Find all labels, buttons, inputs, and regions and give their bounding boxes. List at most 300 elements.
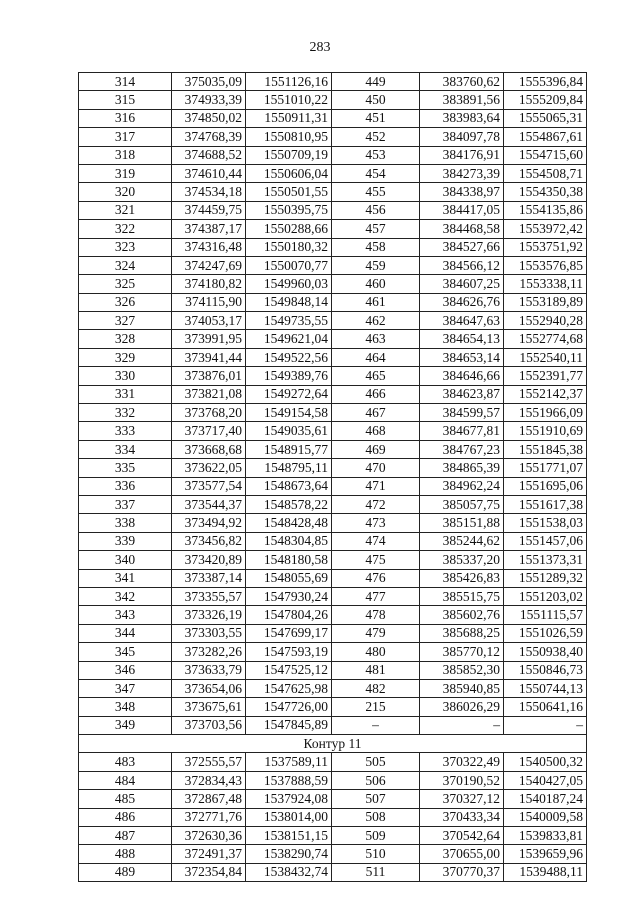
x-coordinate-cell: 385337,20 [420, 551, 504, 569]
table-row [79, 753, 587, 771]
point-number-cell: 463 [332, 330, 420, 348]
y-coordinate-cell: 1551203,02 [504, 587, 587, 605]
point-number-cell: 328 [79, 330, 172, 348]
x-coordinate-cell: 374534,18 [172, 183, 246, 201]
y-coordinate-cell: 1551126,16 [246, 73, 332, 91]
table-row [79, 716, 587, 734]
point-number-cell: 483 [79, 753, 172, 771]
y-coordinate-cell: 1550744,13 [504, 679, 587, 697]
table-row [79, 863, 587, 881]
point-number-cell: 472 [332, 495, 420, 513]
x-coordinate-cell: 373303,55 [172, 624, 246, 642]
x-coordinate-cell: 373456,82 [172, 532, 246, 550]
y-coordinate-cell: 1549735,55 [246, 312, 332, 330]
table-row [79, 201, 587, 219]
x-coordinate-cell: 370655,00 [420, 845, 504, 863]
x-coordinate-cell: 384566,12 [420, 256, 504, 274]
x-coordinate-cell: 385602,76 [420, 606, 504, 624]
y-coordinate-cell: 1548673,64 [246, 477, 332, 495]
y-coordinate-cell: 1547930,24 [246, 587, 332, 605]
x-coordinate-cell: 374768,39 [172, 128, 246, 146]
x-coordinate-cell: 384767,23 [420, 440, 504, 458]
point-number-cell: 450 [332, 91, 420, 109]
x-coordinate-cell: 374387,17 [172, 220, 246, 238]
table-row [79, 495, 587, 513]
table-row [79, 771, 587, 789]
x-coordinate-cell: 373654,06 [172, 679, 246, 697]
point-number-cell: 452 [332, 128, 420, 146]
point-number-cell: 324 [79, 256, 172, 274]
x-coordinate-cell: 370542,64 [420, 827, 504, 845]
point-number-cell: 471 [332, 477, 420, 495]
point-number-cell: 342 [79, 587, 172, 605]
table-row [79, 661, 587, 679]
point-number-cell: 449 [332, 73, 420, 91]
point-number-cell: 470 [332, 459, 420, 477]
y-coordinate-cell: 1548428,48 [246, 514, 332, 532]
y-coordinate-cell: 1550641,16 [504, 698, 587, 716]
y-coordinate-cell: 1551289,32 [504, 569, 587, 587]
y-coordinate-cell: 1550288,66 [246, 220, 332, 238]
y-coordinate-cell: 1550606,04 [246, 164, 332, 182]
point-number-cell: 346 [79, 661, 172, 679]
y-coordinate-cell: 1551771,07 [504, 459, 587, 477]
x-coordinate-cell: 373668,68 [172, 440, 246, 458]
point-number-cell: 460 [332, 275, 420, 293]
x-coordinate-cell: 375035,09 [172, 73, 246, 91]
table-row [79, 643, 587, 661]
y-coordinate-cell: 1553751,92 [504, 238, 587, 256]
x-coordinate-cell: 385057,75 [420, 495, 504, 513]
x-coordinate-cell: 370433,34 [420, 808, 504, 826]
point-number-cell: 466 [332, 385, 420, 403]
x-coordinate-cell: 372491,37 [172, 845, 246, 863]
x-coordinate-cell: 372555,57 [172, 753, 246, 771]
y-coordinate-cell: 1548304,85 [246, 532, 332, 550]
point-number-cell: 338 [79, 514, 172, 532]
point-number-cell: 485 [79, 790, 172, 808]
point-number-cell: 332 [79, 404, 172, 422]
y-coordinate-cell: 1540427,05 [504, 771, 587, 789]
y-coordinate-cell: 1547699,17 [246, 624, 332, 642]
table-row [79, 477, 587, 495]
y-coordinate-cell: 1549960,03 [246, 275, 332, 293]
point-number-cell: 507 [332, 790, 420, 808]
point-number-cell: 478 [332, 606, 420, 624]
y-coordinate-cell: 1549035,61 [246, 422, 332, 440]
y-coordinate-cell: 1553576,85 [504, 256, 587, 274]
table-row [79, 514, 587, 532]
table-row [79, 146, 587, 164]
y-coordinate-cell: 1539488,11 [504, 863, 587, 881]
y-coordinate-cell: 1547593,19 [246, 643, 332, 661]
x-coordinate-cell: – [420, 716, 504, 734]
y-coordinate-cell: 1537924,08 [246, 790, 332, 808]
x-coordinate-cell: 374053,17 [172, 312, 246, 330]
point-number-cell: 508 [332, 808, 420, 826]
table-row [79, 827, 587, 845]
point-number-cell: 315 [79, 91, 172, 109]
point-number-cell: 489 [79, 863, 172, 881]
y-coordinate-cell: 1538151,15 [246, 827, 332, 845]
point-number-cell: 215 [332, 698, 420, 716]
x-coordinate-cell: 373703,56 [172, 716, 246, 734]
x-coordinate-cell: 373622,05 [172, 459, 246, 477]
x-coordinate-cell: 373675,61 [172, 698, 246, 716]
y-coordinate-cell: 1551010,22 [246, 91, 332, 109]
table-row [79, 73, 587, 91]
point-number-cell: 455 [332, 183, 420, 201]
y-coordinate-cell: 1554135,86 [504, 201, 587, 219]
y-coordinate-cell: 1551966,09 [504, 404, 587, 422]
y-coordinate-cell: 1550501,55 [246, 183, 332, 201]
table-row [79, 220, 587, 238]
x-coordinate-cell: 373717,40 [172, 422, 246, 440]
x-coordinate-cell: 372354,84 [172, 863, 246, 881]
point-number-cell: 319 [79, 164, 172, 182]
page-number: 283 [309, 40, 331, 55]
x-coordinate-cell: 374850,02 [172, 109, 246, 127]
table-row [79, 312, 587, 330]
y-coordinate-cell: 1548915,77 [246, 440, 332, 458]
y-coordinate-cell: 1537589,11 [246, 753, 332, 771]
point-number-cell: 482 [332, 679, 420, 697]
y-coordinate-cell: 1547845,89 [246, 716, 332, 734]
point-number-cell: 336 [79, 477, 172, 495]
y-coordinate-cell: 1549272,64 [246, 385, 332, 403]
table-row [79, 587, 587, 605]
table-row [79, 91, 587, 109]
x-coordinate-cell: 374459,75 [172, 201, 246, 219]
point-number-cell: 484 [79, 771, 172, 789]
y-coordinate-cell: 1552142,37 [504, 385, 587, 403]
point-number-cell: 329 [79, 348, 172, 366]
x-coordinate-cell: 385770,12 [420, 643, 504, 661]
point-number-cell: 451 [332, 109, 420, 127]
table-row [79, 845, 587, 863]
table-row [79, 238, 587, 256]
y-coordinate-cell: 1538014,00 [246, 808, 332, 826]
x-coordinate-cell: 384527,66 [420, 238, 504, 256]
point-number-cell: 488 [79, 845, 172, 863]
y-coordinate-cell: 1551617,38 [504, 495, 587, 513]
point-number-cell: 453 [332, 146, 420, 164]
y-coordinate-cell: 1551695,06 [504, 477, 587, 495]
y-coordinate-cell: 1547804,26 [246, 606, 332, 624]
table-row [79, 790, 587, 808]
table-row [79, 679, 587, 697]
point-number-cell: 454 [332, 164, 420, 182]
point-number-cell: 325 [79, 275, 172, 293]
table-row [79, 367, 587, 385]
point-number-cell: 320 [79, 183, 172, 201]
y-coordinate-cell: 1550810,95 [246, 128, 332, 146]
x-coordinate-cell: 373282,26 [172, 643, 246, 661]
table-row [79, 606, 587, 624]
coordinates-table [78, 72, 587, 882]
y-coordinate-cell: 1550846,73 [504, 661, 587, 679]
y-coordinate-cell: 1552774,68 [504, 330, 587, 348]
y-coordinate-cell: 1537888,59 [246, 771, 332, 789]
y-coordinate-cell: 1552391,77 [504, 367, 587, 385]
point-number-cell: 327 [79, 312, 172, 330]
y-coordinate-cell: 1550180,32 [246, 238, 332, 256]
x-coordinate-cell: 370190,52 [420, 771, 504, 789]
table-row [79, 698, 587, 716]
x-coordinate-cell: 384654,13 [420, 330, 504, 348]
point-number-cell: 318 [79, 146, 172, 164]
x-coordinate-cell: 373991,95 [172, 330, 246, 348]
point-number-cell: 323 [79, 238, 172, 256]
point-number-cell: 347 [79, 679, 172, 697]
x-coordinate-cell: 374688,52 [172, 146, 246, 164]
y-coordinate-cell: 1548180,58 [246, 551, 332, 569]
point-number-cell: 487 [79, 827, 172, 845]
point-number-cell: 349 [79, 716, 172, 734]
y-coordinate-cell: 1552940,28 [504, 312, 587, 330]
point-number-cell: 506 [332, 771, 420, 789]
point-number-cell: 475 [332, 551, 420, 569]
y-coordinate-cell: 1550911,31 [246, 109, 332, 127]
x-coordinate-cell: 385244,62 [420, 532, 504, 550]
x-coordinate-cell: 384273,39 [420, 164, 504, 182]
y-coordinate-cell: 1553189,89 [504, 293, 587, 311]
x-coordinate-cell: 372867,48 [172, 790, 246, 808]
x-coordinate-cell: 373326,19 [172, 606, 246, 624]
x-coordinate-cell: 373941,44 [172, 348, 246, 366]
y-coordinate-cell: 1549522,56 [246, 348, 332, 366]
x-coordinate-cell: 384468,58 [420, 220, 504, 238]
point-number-cell: 343 [79, 606, 172, 624]
point-number-cell: 344 [79, 624, 172, 642]
x-coordinate-cell: 373355,57 [172, 587, 246, 605]
y-coordinate-cell: 1549621,04 [246, 330, 332, 348]
y-coordinate-cell: 1547726,00 [246, 698, 332, 716]
x-coordinate-cell: 384338,97 [420, 183, 504, 201]
x-coordinate-cell: 373494,92 [172, 514, 246, 532]
x-coordinate-cell: 384097,78 [420, 128, 504, 146]
point-number-cell: 334 [79, 440, 172, 458]
y-coordinate-cell: 1540500,32 [504, 753, 587, 771]
x-coordinate-cell: 383891,56 [420, 91, 504, 109]
point-number-cell: 510 [332, 845, 420, 863]
x-coordinate-cell: 384176,91 [420, 146, 504, 164]
x-coordinate-cell: 370327,12 [420, 790, 504, 808]
point-number-cell: 462 [332, 312, 420, 330]
x-coordinate-cell: 373768,20 [172, 404, 246, 422]
y-coordinate-cell: 1554508,71 [504, 164, 587, 182]
point-number-cell: 326 [79, 293, 172, 311]
x-coordinate-cell: 372771,76 [172, 808, 246, 826]
y-coordinate-cell: 1551538,03 [504, 514, 587, 532]
table-row [79, 385, 587, 403]
x-coordinate-cell: 374610,44 [172, 164, 246, 182]
table-row [79, 808, 587, 826]
point-number-cell: 486 [79, 808, 172, 826]
table-row [79, 164, 587, 182]
point-number-cell: 341 [79, 569, 172, 587]
point-number-cell: 314 [79, 73, 172, 91]
y-coordinate-cell: 1551457,06 [504, 532, 587, 550]
y-coordinate-cell: 1554715,60 [504, 146, 587, 164]
y-coordinate-cell: 1551845,38 [504, 440, 587, 458]
point-number-cell: 477 [332, 587, 420, 605]
x-coordinate-cell: 373577,54 [172, 477, 246, 495]
x-coordinate-cell: 384647,63 [420, 312, 504, 330]
table-row [79, 330, 587, 348]
table-row [79, 293, 587, 311]
y-coordinate-cell: 1547625,98 [246, 679, 332, 697]
x-coordinate-cell: 383983,64 [420, 109, 504, 127]
x-coordinate-cell: 384417,05 [420, 201, 504, 219]
y-coordinate-cell: 1551910,69 [504, 422, 587, 440]
x-coordinate-cell: 374247,69 [172, 256, 246, 274]
point-number-cell: 457 [332, 220, 420, 238]
y-coordinate-cell: 1555209,84 [504, 91, 587, 109]
table-row [79, 275, 587, 293]
y-coordinate-cell: 1553972,42 [504, 220, 587, 238]
y-coordinate-cell: 1555065,31 [504, 109, 587, 127]
point-number-cell: 473 [332, 514, 420, 532]
point-number-cell: 479 [332, 624, 420, 642]
x-coordinate-cell: 384623,87 [420, 385, 504, 403]
point-number-cell: 345 [79, 643, 172, 661]
x-coordinate-cell: 384646,66 [420, 367, 504, 385]
x-coordinate-cell: 372630,36 [172, 827, 246, 845]
x-coordinate-cell: 385426,83 [420, 569, 504, 587]
point-number-cell: – [332, 716, 420, 734]
table-row [79, 532, 587, 550]
y-coordinate-cell: 1549389,76 [246, 367, 332, 385]
y-coordinate-cell: 1540009,58 [504, 808, 587, 826]
y-coordinate-cell: 1551026,59 [504, 624, 587, 642]
table-row [79, 128, 587, 146]
point-number-cell: 330 [79, 367, 172, 385]
table-row [79, 440, 587, 458]
y-coordinate-cell: 1554867,61 [504, 128, 587, 146]
point-number-cell: 480 [332, 643, 420, 661]
y-coordinate-cell: 1549848,14 [246, 293, 332, 311]
point-number-cell: 464 [332, 348, 420, 366]
x-coordinate-cell: 385151,88 [420, 514, 504, 532]
x-coordinate-cell: 383760,62 [420, 73, 504, 91]
x-coordinate-cell: 374180,82 [172, 275, 246, 293]
x-coordinate-cell: 386026,29 [420, 698, 504, 716]
y-coordinate-cell: 1550709,19 [246, 146, 332, 164]
y-coordinate-cell: 1550395,75 [246, 201, 332, 219]
y-coordinate-cell: 1550938,40 [504, 643, 587, 661]
x-coordinate-cell: 384607,25 [420, 275, 504, 293]
point-number-cell: 511 [332, 863, 420, 881]
section-title: Контур 11 [79, 735, 587, 753]
x-coordinate-cell: 370322,49 [420, 753, 504, 771]
point-number-cell: 348 [79, 698, 172, 716]
y-coordinate-cell: 1539833,81 [504, 827, 587, 845]
x-coordinate-cell: 384599,57 [420, 404, 504, 422]
x-coordinate-cell: 373544,37 [172, 495, 246, 513]
x-coordinate-cell: 385852,30 [420, 661, 504, 679]
point-number-cell: 458 [332, 238, 420, 256]
y-coordinate-cell: 1555396,84 [504, 73, 587, 91]
point-number-cell: 316 [79, 109, 172, 127]
point-number-cell: 333 [79, 422, 172, 440]
y-coordinate-cell: 1540187,24 [504, 790, 587, 808]
x-coordinate-cell: 374933,39 [172, 91, 246, 109]
table-row [79, 348, 587, 366]
x-coordinate-cell: 373876,01 [172, 367, 246, 385]
y-coordinate-cell: – [504, 716, 587, 734]
x-coordinate-cell: 384962,24 [420, 477, 504, 495]
x-coordinate-cell: 373420,89 [172, 551, 246, 569]
table-row [79, 422, 587, 440]
point-number-cell: 456 [332, 201, 420, 219]
table-row [79, 459, 587, 477]
y-coordinate-cell: 1548795,11 [246, 459, 332, 477]
x-coordinate-cell: 373633,79 [172, 661, 246, 679]
point-number-cell: 340 [79, 551, 172, 569]
x-coordinate-cell: 384865,39 [420, 459, 504, 477]
table-row [79, 183, 587, 201]
point-number-cell: 459 [332, 256, 420, 274]
table-row [79, 569, 587, 587]
x-coordinate-cell: 384677,81 [420, 422, 504, 440]
x-coordinate-cell: 385688,25 [420, 624, 504, 642]
point-number-cell: 468 [332, 422, 420, 440]
point-number-cell: 467 [332, 404, 420, 422]
point-number-cell: 335 [79, 459, 172, 477]
y-coordinate-cell: 1553338,11 [504, 275, 587, 293]
table-row [79, 256, 587, 274]
point-number-cell: 509 [332, 827, 420, 845]
x-coordinate-cell: 370770,37 [420, 863, 504, 881]
point-number-cell: 461 [332, 293, 420, 311]
table-row [79, 109, 587, 127]
point-number-cell: 337 [79, 495, 172, 513]
y-coordinate-cell: 1551115,57 [504, 606, 587, 624]
section-header-row [79, 735, 587, 753]
y-coordinate-cell: 1551373,31 [504, 551, 587, 569]
x-coordinate-cell: 374115,90 [172, 293, 246, 311]
y-coordinate-cell: 1548055,69 [246, 569, 332, 587]
y-coordinate-cell: 1548578,22 [246, 495, 332, 513]
point-number-cell: 469 [332, 440, 420, 458]
x-coordinate-cell: 385940,85 [420, 679, 504, 697]
point-number-cell: 505 [332, 753, 420, 771]
y-coordinate-cell: 1554350,38 [504, 183, 587, 201]
y-coordinate-cell: 1550070,77 [246, 256, 332, 274]
table-row [79, 404, 587, 422]
point-number-cell: 465 [332, 367, 420, 385]
table-row [79, 551, 587, 569]
point-number-cell: 474 [332, 532, 420, 550]
y-coordinate-cell: 1539659,96 [504, 845, 587, 863]
x-coordinate-cell: 384653,14 [420, 348, 504, 366]
point-number-cell: 321 [79, 201, 172, 219]
point-number-cell: 476 [332, 569, 420, 587]
y-coordinate-cell: 1552540,11 [504, 348, 587, 366]
y-coordinate-cell: 1547525,12 [246, 661, 332, 679]
point-number-cell: 317 [79, 128, 172, 146]
y-coordinate-cell: 1549154,58 [246, 404, 332, 422]
x-coordinate-cell: 372834,43 [172, 771, 246, 789]
point-number-cell: 339 [79, 532, 172, 550]
point-number-cell: 331 [79, 385, 172, 403]
x-coordinate-cell: 384626,76 [420, 293, 504, 311]
x-coordinate-cell: 373821,08 [172, 385, 246, 403]
point-number-cell: 322 [79, 220, 172, 238]
y-coordinate-cell: 1538432,74 [246, 863, 332, 881]
table-row [79, 624, 587, 642]
